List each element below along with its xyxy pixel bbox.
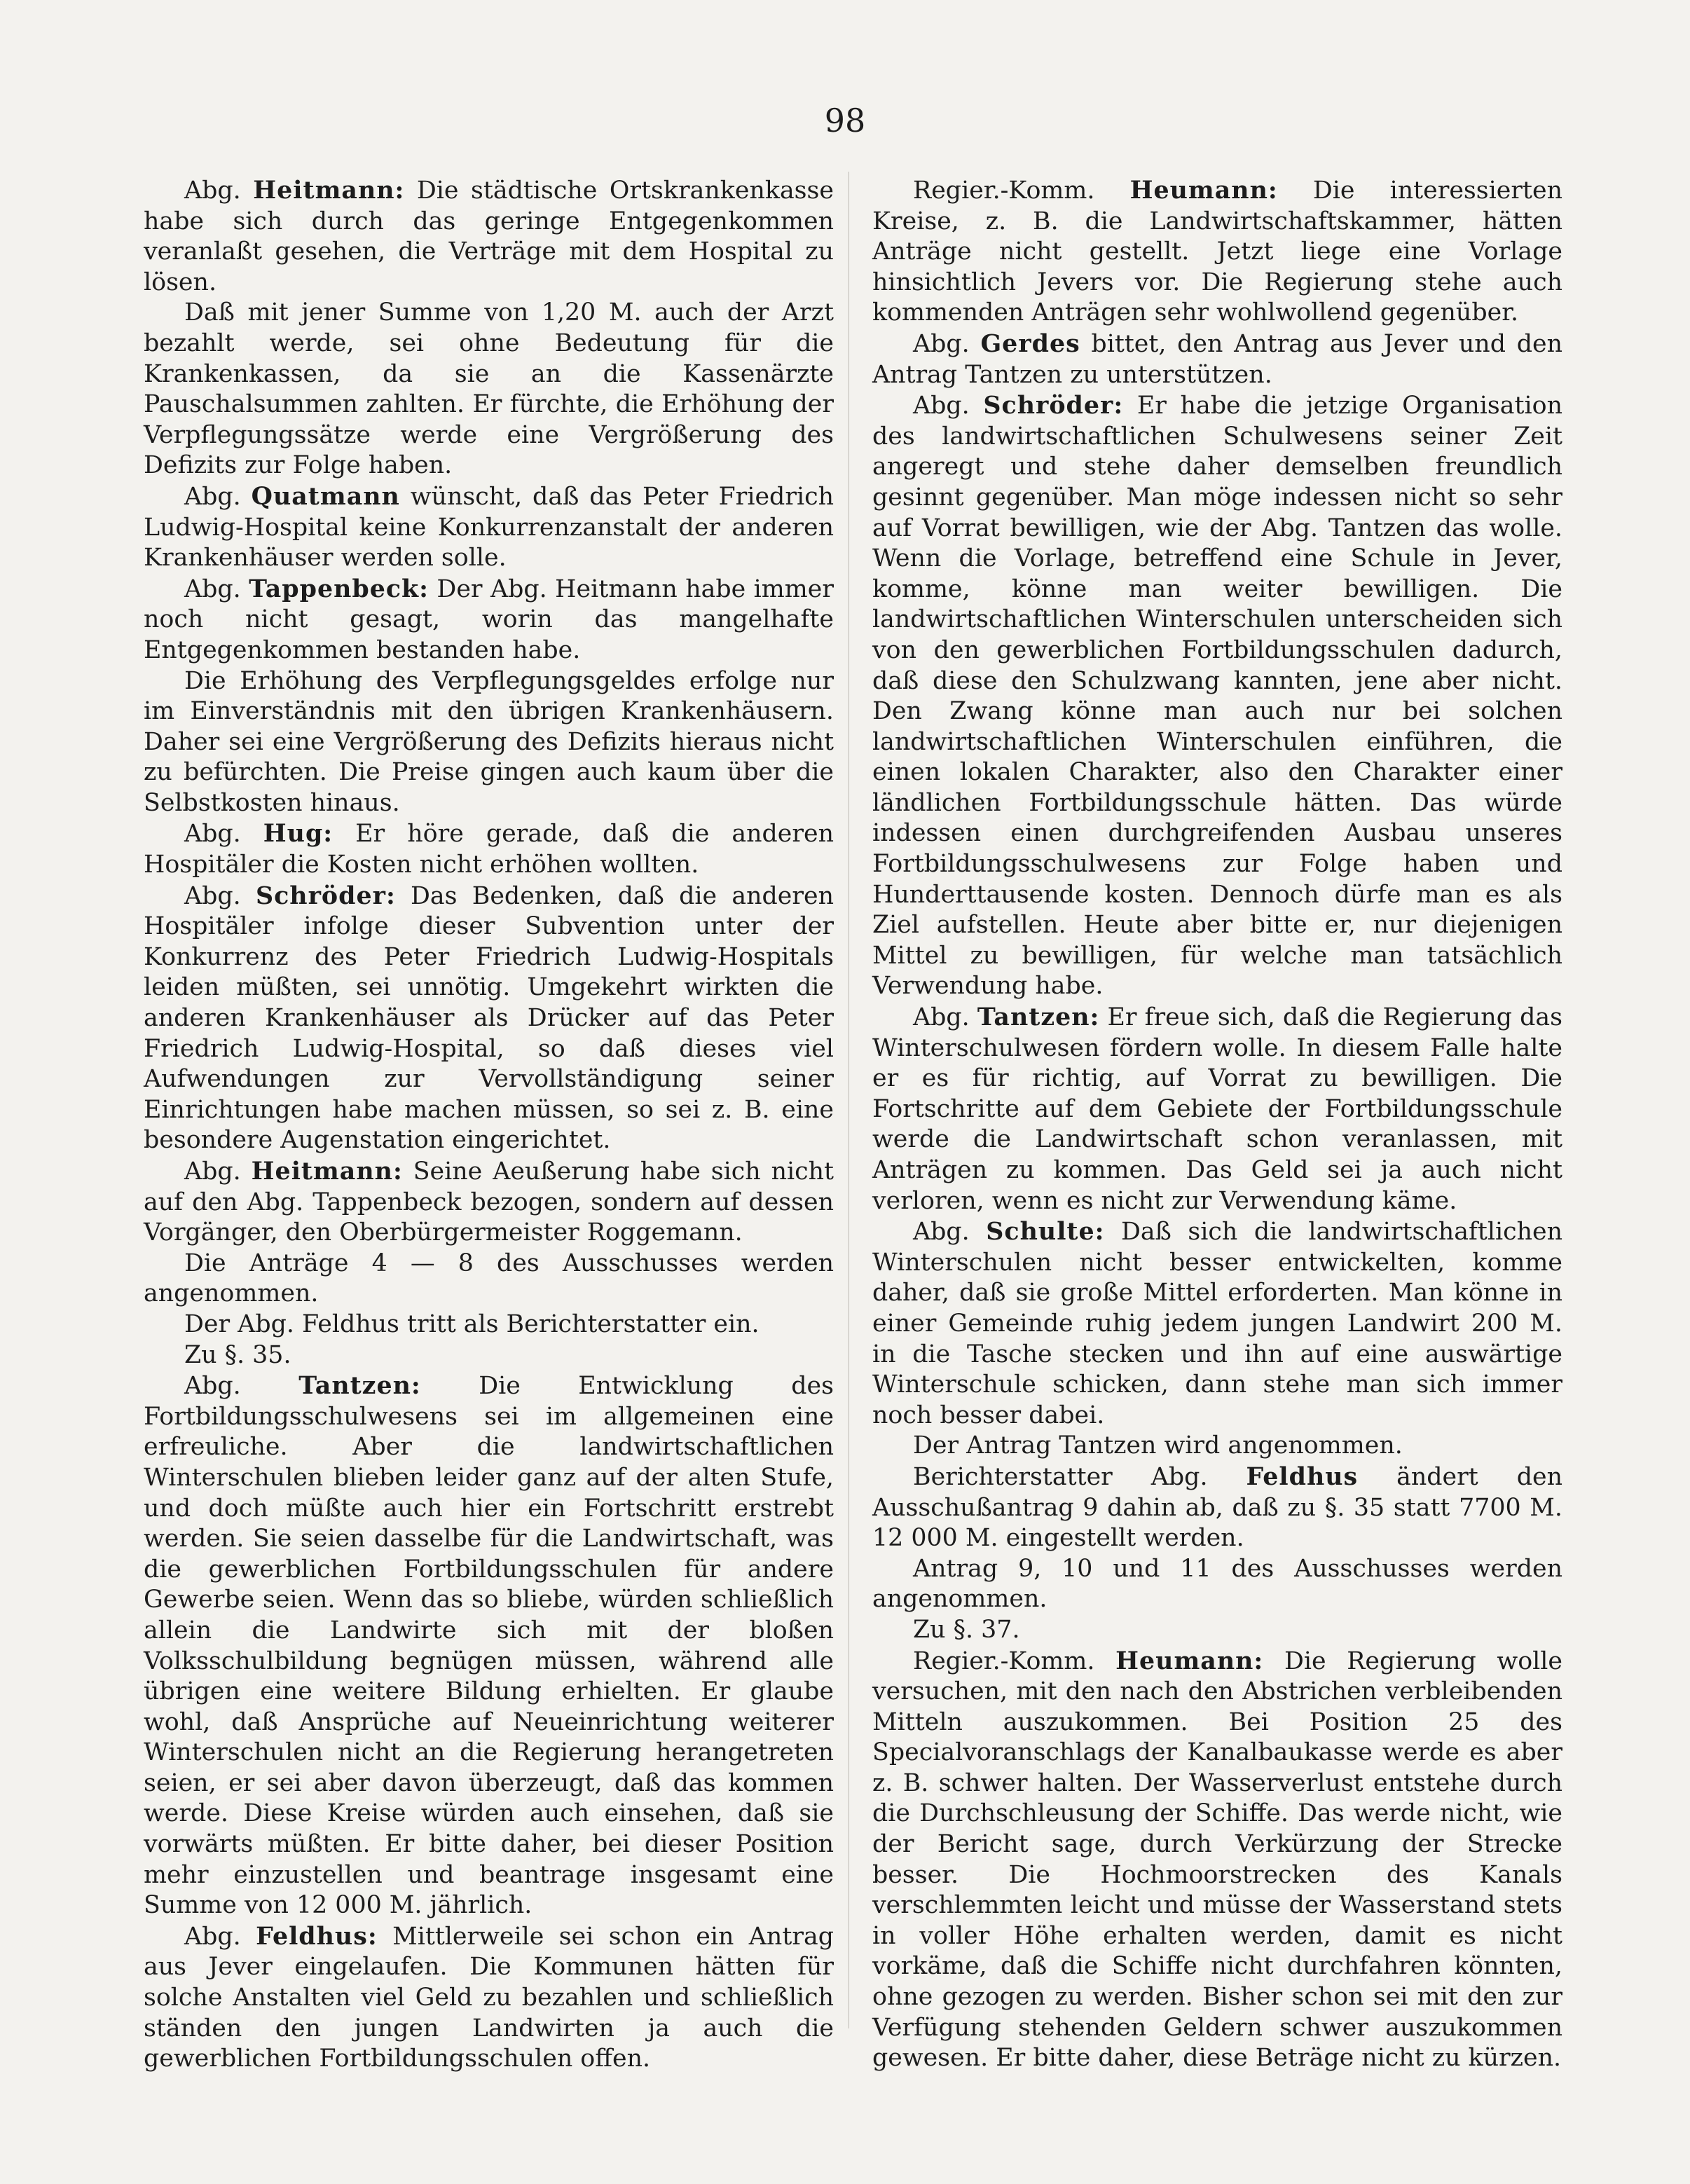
paragraph-text: Daß sich die landwirtschaftlichen Winterschulen nicht besser entwickelten, komme daher, daß sie große Mittel erforderten. Man könne in einer Gemeinde ruhig jedem jungen Landwirt 200 M. in die Tasche stecken und ihn auf eine auswärtige Winterschule schicken, dann stehe man sich immer noch besser dabei. xyxy=(872,1218,1562,1429)
page-number: 98 xyxy=(824,102,866,139)
paragraph xyxy=(144,481,834,574)
paragraph xyxy=(144,298,834,481)
paragraph-text: Der Abg. Feldhus tritt als Berichterstatter ein. xyxy=(184,1310,760,1338)
speaker-title: Abg. xyxy=(913,329,981,358)
paragraph-text: Der Abg. Heitmann habe immer noch nicht gesagt, worin das mangelhafte Entgegenkommen bestanden habe. xyxy=(144,575,834,664)
paragraph xyxy=(872,1431,1562,1462)
paragraph xyxy=(144,1249,834,1310)
paragraph xyxy=(144,1156,834,1249)
paragraph xyxy=(872,329,1562,390)
paragraph xyxy=(144,666,834,819)
speaker-title: Regier.-Komm. xyxy=(913,177,1130,205)
paragraph-text: Er freue sich, daß die Regierung das Winterschulwesen fördern wolle. In diesem Falle halte er es für richtig, auf Vorrat zu bewilligen. Die Fortschritte auf dem Gebiete der Fortbildungsschule werde die Landwirtschaft schon veranlassen, mit Anträgen zu kommen. Das Geld sei ja auch nicht verloren, wenn es nicht zur Verwendung käme. xyxy=(872,1003,1562,1215)
right-column xyxy=(872,175,1562,2074)
speaker-name: Heumann: xyxy=(1115,1646,1264,1675)
paragraph-text: Die interessierten Kreise, z. B. die Landwirtschaftskammer, hätten Anträge nicht gestellt. Jetzt liege eine Vorlage hinsichtlich Jevers vor. Die Regierung stehe auch kommenden Anträgen sehr wohlwollend gegenüber. xyxy=(872,177,1562,327)
speaker-title: Abg. xyxy=(913,1003,977,1032)
speaker-name: Heitmann: xyxy=(253,176,405,205)
speaker-name: Quatmann xyxy=(251,481,400,511)
paragraph xyxy=(872,175,1562,329)
paragraph xyxy=(144,881,834,1156)
paragraph xyxy=(144,1310,834,1340)
paragraph xyxy=(144,1371,834,1921)
section-heading xyxy=(872,1615,1562,1646)
speaker-name: Feldhus xyxy=(1246,1462,1359,1491)
left-column xyxy=(144,175,834,2075)
paragraph xyxy=(872,1002,1562,1216)
paragraph-text: Der Antrag Tantzen wird angenommen. xyxy=(913,1431,1403,1460)
paragraph-text: wünscht, daß das Peter Friedrich Ludwig-Hospital keine Konkurrenzanstalt der anderen Krankenhäuser werden solle. xyxy=(144,482,834,572)
speaker-title: Abg. xyxy=(184,820,263,849)
speaker-title: Abg. xyxy=(184,482,252,511)
speaker-title: Abg. xyxy=(913,392,984,420)
speaker-title: Abg. xyxy=(184,881,256,910)
speaker-title: Abg. xyxy=(184,575,249,603)
paragraph-text: Daß mit jener Summe von 1,20 M. auch der Arzt bezahlt werde, sei ohne Bedeutung für die Krankenkassen, da sie an die Kassenärzte Pauschalsummen zahlten. Er fürchte, die Erhöhung der Verpflegungssätze werde eine Vergrößerung des Defizits zur Folge haben. xyxy=(144,298,834,480)
paragraph-text: bittet, den Antrag aus Jever und den Antrag Tantzen zu unterstützen. xyxy=(872,329,1562,389)
speaker-name: Tantzen: xyxy=(977,1003,1100,1032)
paragraph-text: Mittlerweile sei schon ein Antrag aus Jever eingelaufen. Die Kommunen hätten für solche Anstalten viel Geld zu bezahlen und schließlich ständen den jungen Landwirten ja auch die gewerblichen Fortbildungsschulen offen. xyxy=(144,1922,834,2073)
paragraph xyxy=(872,1646,1562,2074)
speaker-title: Berichterstatter Abg. xyxy=(913,1462,1246,1491)
speaker-title: Abg. xyxy=(184,1372,299,1401)
paragraph-text: ändert den Ausschußantrag 9 dahin ab, daß zu §. 35 statt 7700 M. 12 000 M. eingestellt werden. xyxy=(872,1462,1562,1553)
speaker-name: Heumann: xyxy=(1129,176,1278,205)
paragraph-text: Die Erhöhung des Verpflegungsgeldes erfolge nur im Einverständnis mit den übrigen Krankenhäusern. Daher sei eine Vergrößerung des Defizits hieraus nicht zu befürchten. Die Preise gingen auch kaum über die Selbstkosten hinaus. xyxy=(144,666,834,817)
speaker-name: Gerdes xyxy=(980,329,1080,358)
paragraph-text: Er höre gerade, daß die anderen Hospitäler die Kosten nicht erhöhen wollten. xyxy=(144,820,834,879)
paragraph xyxy=(872,390,1562,1002)
section-heading xyxy=(144,1340,834,1371)
paragraph-text: Die Anträge 4 — 8 des Ausschusses werden angenommen. xyxy=(144,1249,834,1308)
paragraph xyxy=(872,1554,1562,1615)
speaker-name: Tappenbeck: xyxy=(249,574,429,603)
paragraph xyxy=(872,1216,1562,1431)
speaker-title: Regier.-Komm. xyxy=(913,1647,1116,1675)
paragraph-text: Zu §. 35. xyxy=(184,1340,291,1369)
speaker-name: Hug: xyxy=(263,819,334,849)
speaker-name: Tantzen: xyxy=(298,1371,421,1401)
speaker-title: Abg. xyxy=(184,177,254,205)
speaker-title: Abg. xyxy=(184,1158,252,1186)
speaker-name: Schulte: xyxy=(986,1217,1105,1246)
paragraph-text: Die städtische Ortskrankenkasse habe sich durch das geringe Entgegenkommen veranlaßt gesehen, die Verträge mit dem Hospital zu lösen. xyxy=(144,177,834,296)
speaker-title: Abg. xyxy=(913,1218,987,1246)
paragraph-text: Die Regierung wolle versuchen, mit den nach den Abstrichen verbleibenden Mitteln auszukommen. Bei Position 25 des Specialvoranschlags der Kanalbaukasse werde es aber z. B. schwer halten. Der Wasserverlust entstehe durch die Durchschleusung der Schiffe. Das werde nicht, wie der Bericht sage, durch Verkürzung der Strecke besser. Die Hochmoorstrecken des Kanals verschlemmten leicht und müsse der Wasserstand stets in voller Höhe erhalten werden, damit es nicht vorkäme, daß die Schiffe nicht durchfahren könnten, ohne gezogen zu werden. Bisher schon sei mit den zur Verfügung stehenden Geldern schwer auszukommen gewesen. Er bitte daher, diese Beträge nicht zu kürzen. xyxy=(872,1647,1563,2073)
speaker-name: Schröder: xyxy=(255,881,396,910)
paragraph-text: Zu §. 37. xyxy=(913,1615,1020,1644)
speaker-name: Heitmann: xyxy=(251,1157,403,1186)
paragraph-text: Die Entwicklung des Fortbildungsschulwesens sei im allgemeinen eine erfreuliche. Aber die landwirtschaftlichen Winterschulen blieben leider ganz auf der alten Stufe, und doch müßte auch hier ein Fortschritt erstrebt werden. Sie seien dasselbe für die Landwirtschaft, was die gewerblichen Fortbildungsschulen für andere Gewerbe seien. Wenn das so bliebe, würden schließlich allein die Landwirte sich mit der bloßen Volksschulbildung begnügen müssen, während alle übrigen eine weitere Bildung erhielten. Er glaube wohl, daß Ansprüche auf Neueinrichtung weiterer Winterschulen nicht an die Regierung herangetreten seien, er sei aber davon überzeugt, daß das kommen werde. Diese Kreise würden auch einsehen, daß sie vorwärts müßten. Er bitte daher, bei dieser Position mehr einzustellen und beantrage insgesamt eine Summe von 12 000 M. jährlich. xyxy=(144,1372,834,1920)
paragraph xyxy=(872,1462,1562,1554)
speaker-name: Feldhus: xyxy=(256,1921,378,1951)
speaker-name: Schröder: xyxy=(983,391,1124,420)
paragraph xyxy=(144,574,834,666)
paragraph-text: Er habe die jetzige Organisation des landwirtschaftlichen Schulwesens seiner Zeit angeregt und stehe daher demselben freundlich gesinnt gegenüber. Man möge indessen nicht so sehr auf Vorrat bewilligen, wie der Abg. Tantzen das wolle. Wenn die Vorlage, betreffend eine Schule in Jever, komme, könne man weiter bewilligen. Die landwirtschaftlichen Winterschulen unterscheiden sich von den gewerblichen Fortbildungsschulen dadurch, daß diese den Schulzwang kannten, jene aber nicht. Den Zwang könne man auch nur bei solchen landwirtschaftlichen Winterschulen einführen, die einen lokalen Charakter, also den Charakter einer ländlichen Fortbildungsschule hätten. Das würde indessen einen durchgreifenden Ausbau unseres Fortbildungsschulwesens zur Folge haben und Hunderttausende kosten. Dennoch dürfe man es als Ziel aufstellen. Heute aber bitte er, nur diejenigen Mittel zu bewilligen, für welche man tatsächlich Verwendung habe. xyxy=(872,392,1562,1001)
paragraph-text: Antrag 9, 10 und 11 des Ausschusses werden angenommen. xyxy=(872,1554,1562,1614)
paragraph xyxy=(144,1921,834,2075)
speaker-title: Abg. xyxy=(184,1922,256,1951)
paragraph xyxy=(144,175,834,298)
paragraph-text: Das Bedenken, daß die anderen Hospitäler infolge dieser Subvention unter der Konkurrenz des Peter Friedrich Ludwig-Hospitals leiden müßten, sei unnötig. Umgekehrt wirkten die anderen Krankenhäuser als Drücker auf das Peter Friedrich Ludwig-Hospital, so daß dieses viel Aufwendungen zur Vervollständigung seiner Einrichtungen habe machen müssen, so sei z. B. eine besondere Augenstation eingerichtet. xyxy=(144,881,834,1155)
paragraph xyxy=(144,818,834,880)
paragraph-text: Seine Aeußerung habe sich nicht auf den Abg. Tappenbeck bezogen, sondern auf dessen Vorgänger, den Oberbürgermeister Roggemann. xyxy=(144,1158,834,1247)
